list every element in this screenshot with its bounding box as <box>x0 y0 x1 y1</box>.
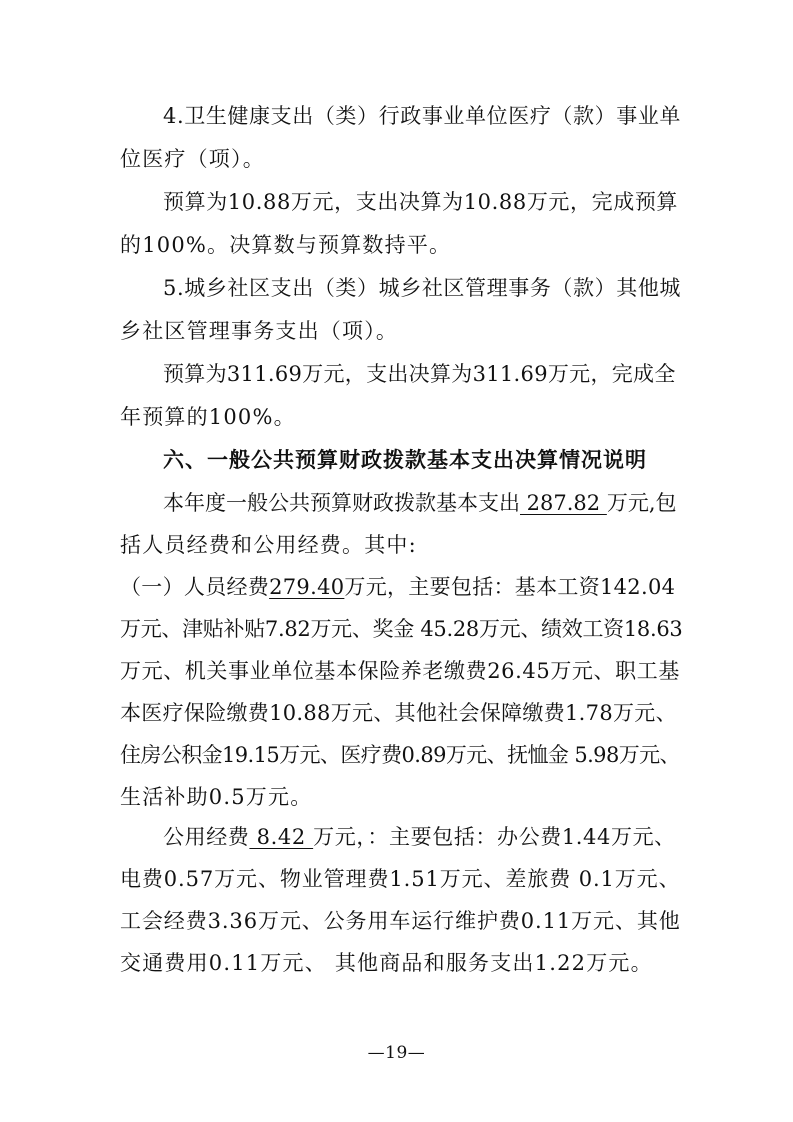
personnel-line-5: 住房公积金19.15万元、医疗费0.89万元、抚恤金 5.98万元、 <box>120 743 680 767</box>
section-6-intro-line-2: 括人员经费和公用经费。其中: <box>120 533 417 557</box>
p5b-line-2: 年预算的100%。 <box>120 405 296 429</box>
personnel-line-3: 万元、机关事业单位基本保险养老缴费26.45万元、职工基 <box>120 659 680 683</box>
personnel-line-6: 生活补助0.5万元。 <box>120 785 313 809</box>
p4b-line-2: 的100%。决算数与预算数持平。 <box>120 233 452 257</box>
public-amount: 8.42 <box>249 825 314 849</box>
public-text: 万元，：主要包括：办公费1.44万元、 <box>313 825 676 849</box>
public-line-1 <box>163 823 676 851</box>
public-label: 公用经费 <box>163 825 250 849</box>
personnel-line-1 <box>120 573 675 601</box>
personnel-amount: 279.40 <box>269 575 345 599</box>
p4-line-1: 4.卫生健康支出（类）行政事业单位医疗（款）事业单 <box>163 104 682 128</box>
page-number: —19— <box>367 1043 426 1063</box>
public-line-3: 工会经费3.36万元、公务用车运行维护费0.11万元、其他 <box>120 909 681 933</box>
section-6-intro-line-1 <box>163 489 677 517</box>
personnel-line-2: 万元、津贴补贴7.82万元、奖金 45.28万元、绩效工资18.63 <box>120 617 683 641</box>
p5-line-2: 乡社区管理事务支出（项）。 <box>120 319 399 343</box>
intro-text-pre: 本年度一般公共预算财政拨款基本支出 <box>163 491 520 515</box>
intro-amount: 287.82 <box>520 491 607 515</box>
public-line-4: 交通费用0.11万元、 其他商品和服务支出1.22万元。 <box>120 951 653 975</box>
public-line-2: 电费0.57万元、物业管理费1.51万元、差旅费 0.1万元、 <box>120 867 681 891</box>
p5-line-1: 5.城乡社区支出（类）城乡社区管理事务（款）其他城 <box>163 276 682 300</box>
p4-line-2: 位医疗（项）。 <box>120 147 265 171</box>
personnel-line-4: 本医疗保险缴费10.88万元、其他社会保障缴费1.78万元、 <box>120 701 677 725</box>
personnel-label: （一）人员经费 <box>120 575 270 599</box>
p5b-line-1: 预算为311.69万元，支出决算为311.69万元，完成全 <box>163 362 676 386</box>
personnel-text: 万元，主要包括：基本工资142.04 <box>344 575 676 599</box>
intro-text-post: 万元,包 <box>606 491 677 515</box>
section-6-heading: 六、一般公共预算财政拨款基本支出决算情况说明 <box>163 448 647 472</box>
p4b-line-1: 预算为10.88万元，支出决算为10.88万元，完成预算 <box>163 190 679 214</box>
